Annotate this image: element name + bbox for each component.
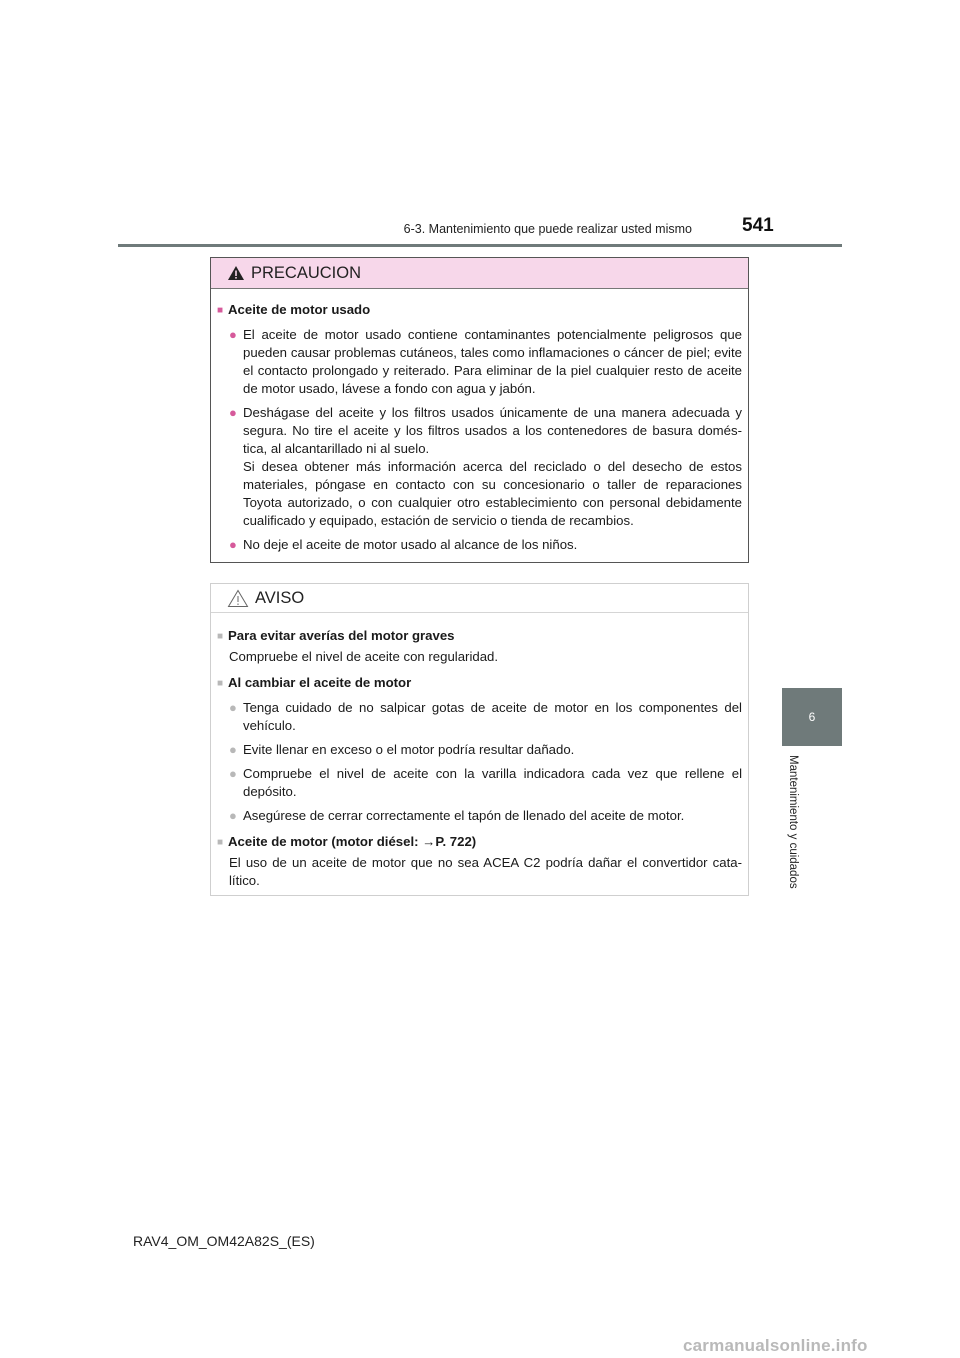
chapter-tab-label: Mantenimiento y cuidados — [787, 755, 799, 889]
list-item-text: Tenga cuidado de no salpicar gotas de aceite de motor en los componentes del vehículo. — [243, 700, 742, 733]
aviso-box — [210, 583, 749, 896]
square-bullet-icon: ■ — [217, 305, 224, 316]
section-title — [217, 301, 742, 320]
precaucion-title: PRECAUCION — [251, 263, 362, 282]
circle-bullet-icon: ● — [229, 742, 237, 757]
section-title-text: Al cambiar el aceite de motor — [228, 675, 412, 690]
circle-bullet-icon: ● — [229, 766, 237, 781]
list-item-text: Evite llenar en exceso o el motor podría resultar dañado. — [243, 742, 575, 757]
square-bullet-icon: ■ — [217, 678, 224, 689]
aviso-title: AVISO — [255, 588, 305, 607]
square-bullet-icon: ■ — [217, 631, 224, 642]
section-text: El uso de un aceite de motor que no sea ACEA C2 podría dañar el convertidor cata-lítico. — [229, 855, 742, 888]
chapter-tab-number: 6 — [808, 710, 816, 724]
warning-icon — [227, 265, 245, 281]
list-item — [217, 536, 742, 554]
list-item — [217, 807, 742, 825]
list-item-text: No deje el aceite de motor usado al alcance de los niños. — [243, 537, 578, 552]
section-title-text[interactable]: Aceite de motor (motor diésel: →P. 722) — [228, 834, 477, 849]
list-item — [217, 765, 742, 801]
aviso-header — [211, 584, 748, 613]
section-title — [217, 627, 742, 646]
warning-outline-icon — [227, 589, 249, 608]
document-code: RAV4_OM_OM42A82S_(ES) — [133, 1233, 315, 1249]
chapter-tab[interactable] — [782, 688, 842, 746]
section-title — [217, 833, 742, 852]
list-item — [217, 404, 742, 530]
square-bullet-icon: ■ — [217, 837, 224, 848]
circle-bullet-icon: ● — [229, 327, 237, 342]
list-item-continuation: Si desea obtener más información acerca del reciclado o del desecho de estos materiales, póngase en contacto con su concesionario o taller de reparaciones Toyota autorizado, o con cualquier otro establecimiento con personal debidamente cualificado y equipado, estación de servicio o tienda de recambios. — [243, 459, 742, 528]
section-title — [217, 674, 742, 693]
section-text: Compruebe el nivel de aceite con regularidad. — [229, 649, 499, 664]
circle-bullet-icon: ● — [229, 700, 237, 715]
list-item — [217, 699, 742, 735]
list-item — [217, 741, 742, 759]
page-number: 541 — [742, 215, 774, 236]
list-item — [217, 326, 742, 398]
list-item-text: El aceite de motor usado contiene contaminantes potencialmente peligrosos que pueden causar problemas cutáneos, tales como inflamaciones o cáncer de piel; evite el contacto prolongado y reiterado. Para eliminar de la piel cualquier resto de aceite de motor usado, lávese a fondo con agua y jabón. — [243, 327, 742, 396]
circle-bullet-icon: ● — [229, 405, 237, 420]
circle-bullet-icon: ● — [229, 808, 237, 823]
list-item-text: Asegúrese de cerrar correctamente el tapón de llenado del aceite de motor. — [243, 808, 685, 823]
header-section-title: 6-3. Mantenimiento que puede realizar usted mismo — [403, 222, 692, 236]
section-title-text: Aceite de motor usado — [228, 302, 371, 317]
section-title-text: Para evitar averías del motor graves — [228, 628, 455, 643]
circle-bullet-icon: ● — [229, 537, 237, 552]
list-item-text: Compruebe el nivel de aceite con la varilla indicadora cada vez que rellene el depósito. — [243, 766, 742, 799]
precaucion-header — [211, 258, 748, 289]
header-divider — [118, 244, 842, 247]
list-item-text: Deshágase del aceite y los filtros usados únicamente de una manera adecuada y segura. No tire el aceite y los filtros usados a los contenedores de basura domés-tica, al alcantarillado ni al suelo. — [243, 405, 742, 456]
precaucion-box — [210, 257, 749, 563]
watermark: carmanualsonline.info — [683, 1336, 868, 1355]
